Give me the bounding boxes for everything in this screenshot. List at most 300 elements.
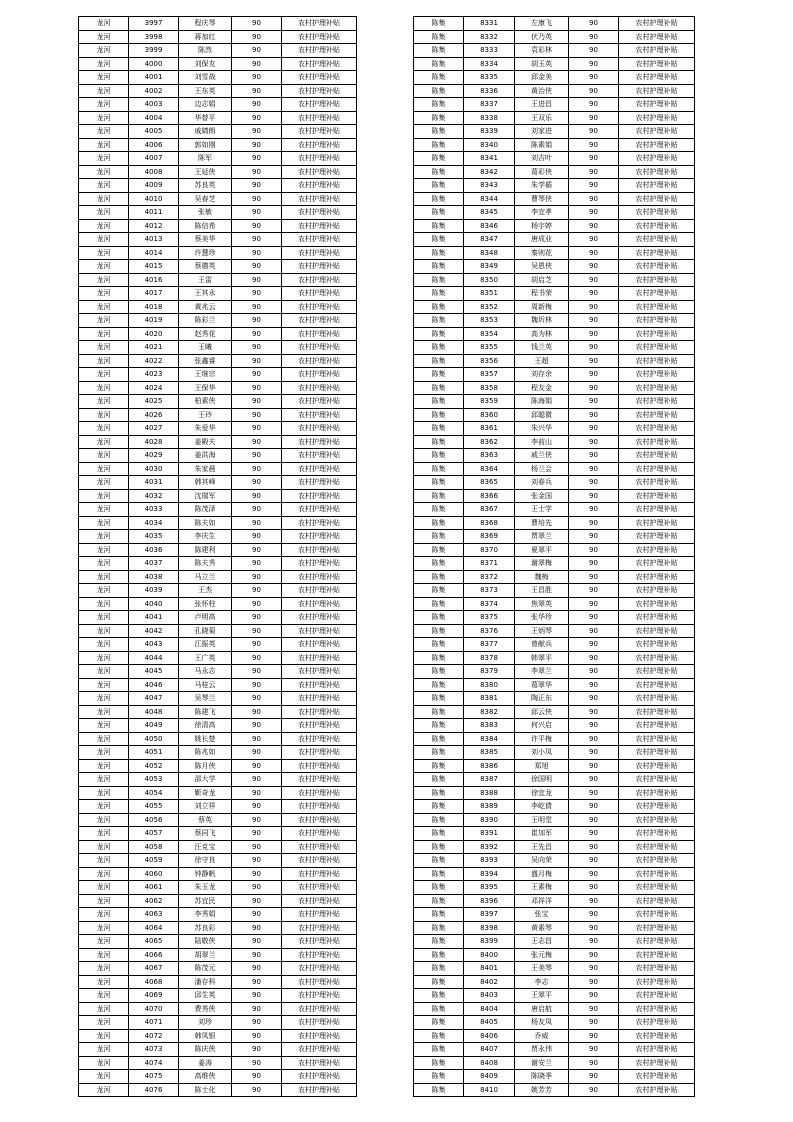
subsidy-type-cell: 农村护理补贴 bbox=[282, 1070, 357, 1084]
amount-cell: 90 bbox=[569, 84, 619, 98]
town-cell: 陈集 bbox=[414, 1056, 464, 1070]
amount-cell: 90 bbox=[569, 30, 619, 44]
amount-cell: 90 bbox=[569, 759, 619, 773]
table-row bbox=[414, 611, 695, 625]
town-cell: 陈集 bbox=[414, 800, 464, 814]
name-cell: 王士学 bbox=[515, 503, 569, 517]
amount-cell: 90 bbox=[232, 138, 282, 152]
name-cell: 陈建利 bbox=[179, 543, 232, 557]
town-cell: 龙河 bbox=[79, 44, 129, 58]
number-cell: 8393 bbox=[464, 854, 515, 868]
name-cell: 陈然 bbox=[179, 44, 232, 58]
number-cell: 8367 bbox=[464, 503, 515, 517]
name-cell: 刘家进 bbox=[515, 125, 569, 139]
name-cell: 陈月侠 bbox=[179, 759, 232, 773]
table-row bbox=[414, 17, 695, 31]
town-cell: 陈集 bbox=[414, 300, 464, 314]
amount-cell: 90 bbox=[569, 422, 619, 436]
table-row bbox=[414, 786, 695, 800]
subsidy-type-cell: 农村护理补贴 bbox=[282, 840, 357, 854]
table-row bbox=[414, 1029, 695, 1043]
number-cell: 8377 bbox=[464, 638, 515, 652]
subsidy-type-cell: 农村护理补贴 bbox=[282, 705, 357, 719]
amount-cell: 90 bbox=[569, 111, 619, 125]
town-cell: 陈集 bbox=[414, 30, 464, 44]
name-cell: 马桂云 bbox=[179, 678, 232, 692]
name-cell: 苏良彩 bbox=[179, 921, 232, 935]
name-cell: 王炳琴 bbox=[515, 624, 569, 638]
name-cell: 邱云侠 bbox=[515, 705, 569, 719]
table-row bbox=[79, 192, 357, 206]
subsidy-type-cell: 农村护理补贴 bbox=[282, 246, 357, 260]
subsidy-type-cell: 农村护理补贴 bbox=[282, 773, 357, 787]
town-cell: 陈集 bbox=[414, 543, 464, 557]
town-cell: 陈集 bbox=[414, 840, 464, 854]
town-cell: 陈集 bbox=[414, 138, 464, 152]
amount-cell: 90 bbox=[232, 179, 282, 193]
amount-cell: 90 bbox=[569, 638, 619, 652]
name-cell: 王先昌 bbox=[515, 840, 569, 854]
name-cell: 刘吉叶 bbox=[515, 152, 569, 166]
amount-cell: 90 bbox=[232, 327, 282, 341]
table-row bbox=[79, 1070, 357, 1084]
number-cell: 8395 bbox=[464, 881, 515, 895]
number-cell: 4003 bbox=[129, 98, 179, 112]
number-cell: 8333 bbox=[464, 44, 515, 58]
subsidy-type-cell: 农村护理补贴 bbox=[282, 935, 357, 949]
amount-cell: 90 bbox=[232, 813, 282, 827]
amount-cell: 90 bbox=[569, 692, 619, 706]
number-cell: 8378 bbox=[464, 651, 515, 665]
amount-cell: 90 bbox=[569, 840, 619, 854]
subsidy-type-cell: 农村护理补贴 bbox=[619, 246, 695, 260]
amount-cell: 90 bbox=[569, 125, 619, 139]
table-row bbox=[414, 638, 695, 652]
table-row bbox=[414, 84, 695, 98]
name-cell: 刘春兵 bbox=[515, 476, 569, 490]
number-cell: 8361 bbox=[464, 422, 515, 436]
name-cell: 边志娟 bbox=[179, 98, 232, 112]
number-cell: 4040 bbox=[129, 597, 179, 611]
amount-cell: 90 bbox=[232, 84, 282, 98]
subsidy-type-cell: 农村护理补贴 bbox=[619, 17, 695, 31]
town-cell: 陈集 bbox=[414, 854, 464, 868]
table-row bbox=[414, 179, 695, 193]
town-cell: 龙河 bbox=[79, 354, 129, 368]
number-cell: 8373 bbox=[464, 584, 515, 598]
amount-cell: 90 bbox=[569, 152, 619, 166]
subsidy-type-cell: 农村护理补贴 bbox=[619, 786, 695, 800]
table-row bbox=[414, 246, 695, 260]
number-cell: 8356 bbox=[464, 354, 515, 368]
table-row bbox=[414, 354, 695, 368]
town-cell: 陈集 bbox=[414, 827, 464, 841]
amount-cell: 90 bbox=[569, 881, 619, 895]
town-cell: 陈集 bbox=[414, 98, 464, 112]
table-row bbox=[79, 1002, 357, 1016]
town-cell: 龙河 bbox=[79, 584, 129, 598]
table-row bbox=[414, 732, 695, 746]
subsidy-type-cell: 农村护理补贴 bbox=[619, 327, 695, 341]
town-cell: 龙河 bbox=[79, 962, 129, 976]
number-cell: 4046 bbox=[129, 678, 179, 692]
name-cell: 马立兰 bbox=[179, 570, 232, 584]
name-cell: 陈军 bbox=[179, 152, 232, 166]
number-cell: 4022 bbox=[129, 354, 179, 368]
town-cell: 龙河 bbox=[79, 138, 129, 152]
name-cell: 邵大学 bbox=[179, 773, 232, 787]
table-row bbox=[79, 179, 357, 193]
subsidy-type-cell: 农村护理补贴 bbox=[619, 867, 695, 881]
table-row bbox=[79, 476, 357, 490]
table-row bbox=[79, 530, 357, 544]
town-cell: 龙河 bbox=[79, 408, 129, 422]
subsidy-type-cell: 农村护理补贴 bbox=[282, 30, 357, 44]
amount-cell: 90 bbox=[232, 894, 282, 908]
table-row bbox=[414, 624, 695, 638]
amount-cell: 90 bbox=[232, 1043, 282, 1057]
table-row bbox=[79, 503, 357, 517]
amount-cell: 90 bbox=[569, 624, 619, 638]
amount-cell: 90 bbox=[569, 287, 619, 301]
subsidy-type-cell: 农村护理补贴 bbox=[619, 651, 695, 665]
number-cell: 4021 bbox=[129, 341, 179, 355]
subsidy-type-cell: 农村护理补贴 bbox=[619, 746, 695, 760]
subsidy-type-cell: 农村护理补贴 bbox=[619, 314, 695, 328]
table-row bbox=[414, 408, 695, 422]
subsidy-type-cell: 农村护理补贴 bbox=[619, 233, 695, 247]
number-cell: 4035 bbox=[129, 530, 179, 544]
name-cell: 陆敬侠 bbox=[179, 935, 232, 949]
town-cell: 陈集 bbox=[414, 611, 464, 625]
table-row bbox=[414, 948, 695, 962]
name-cell: 姜洪海 bbox=[179, 449, 232, 463]
amount-cell: 90 bbox=[569, 1083, 619, 1097]
subsidy-type-cell: 农村护理补贴 bbox=[282, 989, 357, 1003]
table-row bbox=[414, 543, 695, 557]
table-row bbox=[414, 962, 695, 976]
subsidy-type-cell: 农村护理补贴 bbox=[619, 948, 695, 962]
subsidy-type-cell: 农村护理补贴 bbox=[619, 179, 695, 193]
subsidy-type-cell: 农村护理补贴 bbox=[619, 44, 695, 58]
number-cell: 4010 bbox=[129, 192, 179, 206]
amount-cell: 90 bbox=[232, 273, 282, 287]
town-cell: 龙河 bbox=[79, 30, 129, 44]
number-cell: 4063 bbox=[129, 908, 179, 922]
amount-cell: 90 bbox=[569, 962, 619, 976]
number-cell: 4008 bbox=[129, 165, 179, 179]
subsidy-type-cell: 农村护理补贴 bbox=[619, 449, 695, 463]
subsidy-type-cell: 农村护理补贴 bbox=[282, 732, 357, 746]
amount-cell: 90 bbox=[569, 651, 619, 665]
subsidy-type-cell: 农村护理补贴 bbox=[282, 489, 357, 503]
number-cell: 8390 bbox=[464, 813, 515, 827]
amount-cell: 90 bbox=[569, 435, 619, 449]
amount-cell: 90 bbox=[232, 746, 282, 760]
number-cell: 4019 bbox=[129, 314, 179, 328]
subsidy-type-cell: 农村护理补贴 bbox=[619, 138, 695, 152]
name-cell: 高为林 bbox=[515, 327, 569, 341]
subsidy-type-cell: 农村护理补贴 bbox=[619, 840, 695, 854]
town-cell: 陈集 bbox=[414, 935, 464, 949]
town-cell: 陈集 bbox=[414, 962, 464, 976]
subsidy-type-cell: 农村护理补贴 bbox=[619, 1029, 695, 1043]
table-row bbox=[414, 989, 695, 1003]
subsidy-type-cell: 农村护理补贴 bbox=[619, 800, 695, 814]
amount-cell: 90 bbox=[232, 57, 282, 71]
amount-cell: 90 bbox=[569, 786, 619, 800]
number-cell: 4071 bbox=[129, 1016, 179, 1030]
table-row bbox=[79, 719, 357, 733]
town-cell: 陈集 bbox=[414, 219, 464, 233]
subsidy-type-cell: 农村护理补贴 bbox=[619, 125, 695, 139]
table-row bbox=[414, 827, 695, 841]
name-cell: 李宜孝 bbox=[515, 206, 569, 220]
table-row bbox=[414, 125, 695, 139]
subsidy-type-cell: 农村护理补贴 bbox=[619, 287, 695, 301]
name-cell: 陈彩兰 bbox=[179, 314, 232, 328]
name-cell: 刘立祥 bbox=[179, 800, 232, 814]
name-cell: 许平梅 bbox=[515, 732, 569, 746]
amount-cell: 90 bbox=[569, 354, 619, 368]
name-cell: 程书荣 bbox=[515, 287, 569, 301]
name-cell: 蔡德英 bbox=[179, 260, 232, 274]
subsidy-type-cell: 农村护理补贴 bbox=[282, 57, 357, 71]
amount-cell: 90 bbox=[569, 206, 619, 220]
amount-cell: 90 bbox=[569, 813, 619, 827]
name-cell: 张宝 bbox=[515, 908, 569, 922]
name-cell: 王昌胜 bbox=[515, 584, 569, 598]
amount-cell: 90 bbox=[569, 1029, 619, 1043]
town-cell: 陈集 bbox=[414, 233, 464, 247]
number-cell: 8405 bbox=[464, 1016, 515, 1030]
subsidy-type-cell: 农村护理补贴 bbox=[282, 570, 357, 584]
name-cell: 王翠平 bbox=[515, 989, 569, 1003]
subsidy-type-cell: 农村护理补贴 bbox=[619, 408, 695, 422]
table-row bbox=[414, 854, 695, 868]
town-cell: 陈集 bbox=[414, 1070, 464, 1084]
subsidy-type-cell: 农村护理补贴 bbox=[619, 300, 695, 314]
name-cell: 胡玉英 bbox=[515, 57, 569, 71]
town-cell: 陈集 bbox=[414, 908, 464, 922]
subsidy-type-cell: 农村护理补贴 bbox=[619, 732, 695, 746]
amount-cell: 90 bbox=[569, 989, 619, 1003]
number-cell: 4015 bbox=[129, 260, 179, 274]
name-cell: 王玲 bbox=[179, 408, 232, 422]
number-cell: 8351 bbox=[464, 287, 515, 301]
number-cell: 4076 bbox=[129, 1083, 179, 1097]
number-cell: 8403 bbox=[464, 989, 515, 1003]
name-cell: 黄素琴 bbox=[515, 921, 569, 935]
town-cell: 陈集 bbox=[414, 192, 464, 206]
table-row bbox=[414, 867, 695, 881]
amount-cell: 90 bbox=[232, 449, 282, 463]
subsidy-type-cell: 农村护理补贴 bbox=[282, 611, 357, 625]
amount-cell: 90 bbox=[232, 165, 282, 179]
name-cell: 姚长楚 bbox=[179, 732, 232, 746]
number-cell: 4025 bbox=[129, 395, 179, 409]
town-cell: 陈集 bbox=[414, 476, 464, 490]
name-cell: 李翠兰 bbox=[515, 665, 569, 679]
name-cell: 王杰 bbox=[179, 584, 232, 598]
table-row bbox=[79, 786, 357, 800]
amount-cell: 90 bbox=[569, 44, 619, 58]
amount-cell: 90 bbox=[569, 921, 619, 935]
amount-cell: 90 bbox=[569, 705, 619, 719]
amount-cell: 90 bbox=[232, 1002, 282, 1016]
number-cell: 4067 bbox=[129, 962, 179, 976]
name-cell: 华替平 bbox=[179, 111, 232, 125]
town-cell: 陈集 bbox=[414, 260, 464, 274]
number-cell: 8346 bbox=[464, 219, 515, 233]
amount-cell: 90 bbox=[232, 516, 282, 530]
subsidy-type-cell: 农村护理补贴 bbox=[282, 746, 357, 760]
subsidy-type-cell: 农村护理补贴 bbox=[282, 719, 357, 733]
name-cell: 蒋加红 bbox=[179, 30, 232, 44]
town-cell: 龙河 bbox=[79, 719, 129, 733]
amount-cell: 90 bbox=[232, 17, 282, 31]
table-row bbox=[414, 678, 695, 692]
town-cell: 龙河 bbox=[79, 759, 129, 773]
amount-cell: 90 bbox=[569, 948, 619, 962]
table-row bbox=[79, 746, 357, 760]
subsidy-type-cell: 农村护理补贴 bbox=[282, 638, 357, 652]
number-cell: 4062 bbox=[129, 894, 179, 908]
table-row bbox=[414, 314, 695, 328]
town-cell: 龙河 bbox=[79, 1002, 129, 1016]
town-cell: 陈集 bbox=[414, 651, 464, 665]
amount-cell: 90 bbox=[232, 314, 282, 328]
name-cell: 张华珍 bbox=[515, 611, 569, 625]
number-cell: 8387 bbox=[464, 773, 515, 787]
amount-cell: 90 bbox=[232, 192, 282, 206]
name-cell: 袁彩林 bbox=[515, 44, 569, 58]
subsidy-type-cell: 农村护理补贴 bbox=[619, 111, 695, 125]
subsidy-type-cell: 农村护理补贴 bbox=[282, 98, 357, 112]
name-cell: 曹琴侠 bbox=[515, 192, 569, 206]
name-cell: 赵秀花 bbox=[179, 327, 232, 341]
number-cell: 4037 bbox=[129, 557, 179, 571]
number-cell: 4061 bbox=[129, 881, 179, 895]
subsidy-type-cell: 农村护理补贴 bbox=[282, 395, 357, 409]
name-cell: 沈瑞军 bbox=[179, 489, 232, 503]
town-cell: 龙河 bbox=[79, 638, 129, 652]
number-cell: 4060 bbox=[129, 867, 179, 881]
name-cell: 刘小凤 bbox=[515, 746, 569, 760]
amount-cell: 90 bbox=[569, 557, 619, 571]
table-row bbox=[79, 732, 357, 746]
amount-cell: 90 bbox=[569, 678, 619, 692]
subsidy-type-cell: 农村护理补贴 bbox=[619, 192, 695, 206]
number-cell: 8342 bbox=[464, 165, 515, 179]
amount-cell: 90 bbox=[232, 530, 282, 544]
town-cell: 龙河 bbox=[79, 894, 129, 908]
number-cell: 8404 bbox=[464, 1002, 515, 1016]
number-cell: 4049 bbox=[129, 719, 179, 733]
table-row bbox=[414, 111, 695, 125]
town-cell: 陈集 bbox=[414, 597, 464, 611]
number-cell: 4028 bbox=[129, 435, 179, 449]
subsidy-type-cell: 农村护理补贴 bbox=[619, 152, 695, 166]
amount-cell: 90 bbox=[232, 354, 282, 368]
subsidy-type-cell: 农村护理补贴 bbox=[282, 1016, 357, 1030]
table-row bbox=[414, 489, 695, 503]
number-cell: 4038 bbox=[129, 570, 179, 584]
table-row bbox=[79, 854, 357, 868]
town-cell: 龙河 bbox=[79, 327, 129, 341]
town-cell: 陈集 bbox=[414, 1083, 464, 1097]
number-cell: 8344 bbox=[464, 192, 515, 206]
subsidy-type-cell: 农村护理补贴 bbox=[619, 1083, 695, 1097]
amount-cell: 90 bbox=[569, 273, 619, 287]
subsidy-type-cell: 农村护理补贴 bbox=[282, 1056, 357, 1070]
table-row bbox=[79, 989, 357, 1003]
amount-cell: 90 bbox=[232, 125, 282, 139]
number-cell: 4073 bbox=[129, 1043, 179, 1057]
table-row bbox=[414, 1002, 695, 1016]
subsidy-type-cell: 农村护理补贴 bbox=[282, 111, 357, 125]
amount-cell: 90 bbox=[569, 584, 619, 598]
amount-cell: 90 bbox=[232, 557, 282, 571]
name-cell: 韩其峰 bbox=[179, 476, 232, 490]
subsidy-type-cell: 农村护理补贴 bbox=[282, 665, 357, 679]
amount-cell: 90 bbox=[569, 597, 619, 611]
number-cell: 8354 bbox=[464, 327, 515, 341]
amount-cell: 90 bbox=[232, 881, 282, 895]
name-cell: 许慧珍 bbox=[179, 246, 232, 260]
number-cell: 8337 bbox=[464, 98, 515, 112]
amount-cell: 90 bbox=[232, 570, 282, 584]
town-cell: 龙河 bbox=[79, 503, 129, 517]
amount-cell: 90 bbox=[232, 665, 282, 679]
subsidy-type-cell: 农村护理补贴 bbox=[282, 179, 357, 193]
number-cell: 8360 bbox=[464, 408, 515, 422]
town-cell: 陈集 bbox=[414, 354, 464, 368]
number-cell: 4013 bbox=[129, 233, 179, 247]
name-cell: 王东英 bbox=[179, 84, 232, 98]
table-row bbox=[414, 557, 695, 571]
town-cell: 陈集 bbox=[414, 287, 464, 301]
amount-cell: 90 bbox=[232, 152, 282, 166]
name-cell: 刘珍 bbox=[179, 1016, 232, 1030]
table-row bbox=[79, 327, 357, 341]
subsidy-type-cell: 农村护理补贴 bbox=[619, 341, 695, 355]
town-cell: 陈集 bbox=[414, 773, 464, 787]
town-cell: 龙河 bbox=[79, 84, 129, 98]
table-row bbox=[414, 233, 695, 247]
number-cell: 4012 bbox=[129, 219, 179, 233]
subsidy-type-cell: 农村护理补贴 bbox=[619, 395, 695, 409]
amount-cell: 90 bbox=[232, 624, 282, 638]
name-cell: 王美琴 bbox=[515, 962, 569, 976]
amount-cell: 90 bbox=[232, 219, 282, 233]
amount-cell: 90 bbox=[569, 746, 619, 760]
subsidy-type-cell: 农村护理补贴 bbox=[282, 219, 357, 233]
amount-cell: 90 bbox=[232, 71, 282, 85]
town-cell: 龙河 bbox=[79, 746, 129, 760]
subsidy-type-cell: 农村护理补贴 bbox=[619, 543, 695, 557]
table-row bbox=[414, 273, 695, 287]
number-cell: 8409 bbox=[464, 1070, 515, 1084]
name-cell: 王继宗 bbox=[179, 368, 232, 382]
subsidy-type-cell: 农村护理补贴 bbox=[619, 678, 695, 692]
subsidy-type-cell: 农村护理补贴 bbox=[619, 665, 695, 679]
town-cell: 龙河 bbox=[79, 287, 129, 301]
subsidy-type-cell: 农村护理补贴 bbox=[282, 597, 357, 611]
name-cell: 蔡同飞 bbox=[179, 827, 232, 841]
subsidy-type-cell: 农村护理补贴 bbox=[619, 719, 695, 733]
subsidy-type-cell: 农村护理补贴 bbox=[619, 881, 695, 895]
